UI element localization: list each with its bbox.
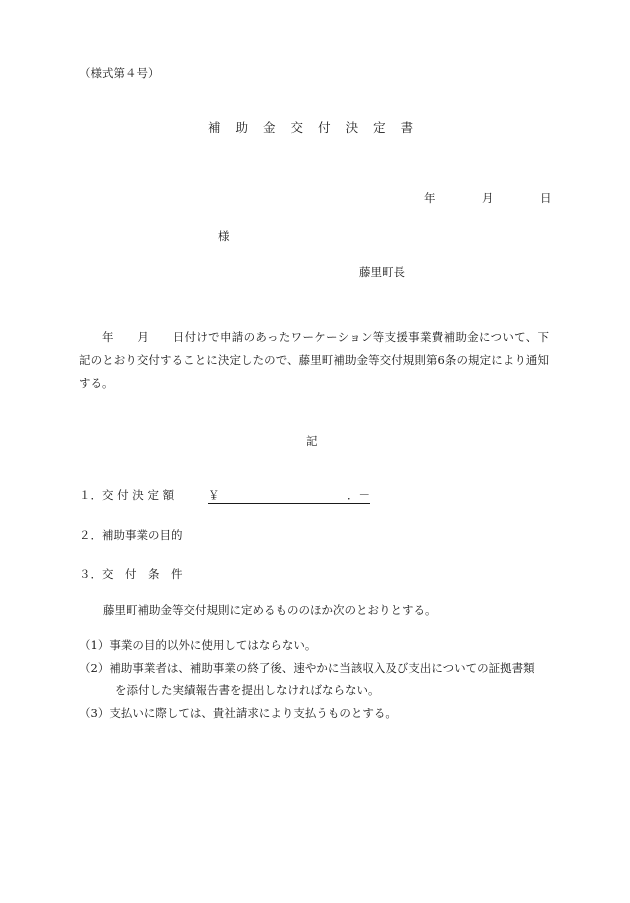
condition-3: （3）支払いに際しては、貴社請求により支払うものとする。 — [79, 706, 397, 720]
date-day: 日 — [540, 191, 552, 205]
body-paragraph: 年 月 日付けで申請のあったワーケーション等支援事業費補助金について、下記のとおり交付することに決定したので、藤里町補助金等交付規則第6条の規定により通知する。 — [79, 330, 549, 390]
title-char: 書 — [400, 120, 414, 135]
item1-label: １．交 付 決 定 額 — [79, 488, 175, 502]
item-grant-amount — [79, 488, 370, 502]
ki-heading: 記 — [306, 434, 318, 448]
grant-amount-field — [208, 490, 370, 504]
date-month: 月 — [482, 191, 494, 205]
amount-tail: ．－ — [347, 488, 370, 502]
title-char: 補 — [208, 120, 221, 135]
conditions-intro: 藤里町補助金等交付規則に定めるもののほか次のとおりとする。 — [103, 603, 437, 617]
title-char: 付 — [318, 120, 331, 135]
document-title — [208, 122, 413, 135]
title-char: 定 — [373, 120, 386, 135]
item-purpose: ２．補助事業の目的 — [79, 528, 183, 542]
condition-2-line1: （2）補助事業者は、補助事業の終了後、速やかに当該収入及び支出についての証拠書類 — [79, 661, 535, 675]
condition-2-line2: を添付した実績報告書を提出しなければならない。 — [115, 683, 380, 697]
recipient-suffix: 様 — [218, 229, 230, 243]
form-number: （様式第４号） — [79, 66, 160, 80]
title-char: 決 — [345, 120, 359, 135]
item-conditions: ３．交 付 条 件 — [79, 567, 183, 581]
yen-symbol: ￥ — [208, 488, 220, 502]
issuer-name: 藤里町長 — [359, 265, 405, 279]
title-char: 助 — [235, 120, 249, 135]
title-char: 金 — [263, 120, 276, 135]
condition-1: （1）事業の目的以外に使用してはならない。 — [79, 638, 317, 652]
title-char: 交 — [290, 120, 304, 135]
date-year: 年 — [424, 191, 436, 205]
